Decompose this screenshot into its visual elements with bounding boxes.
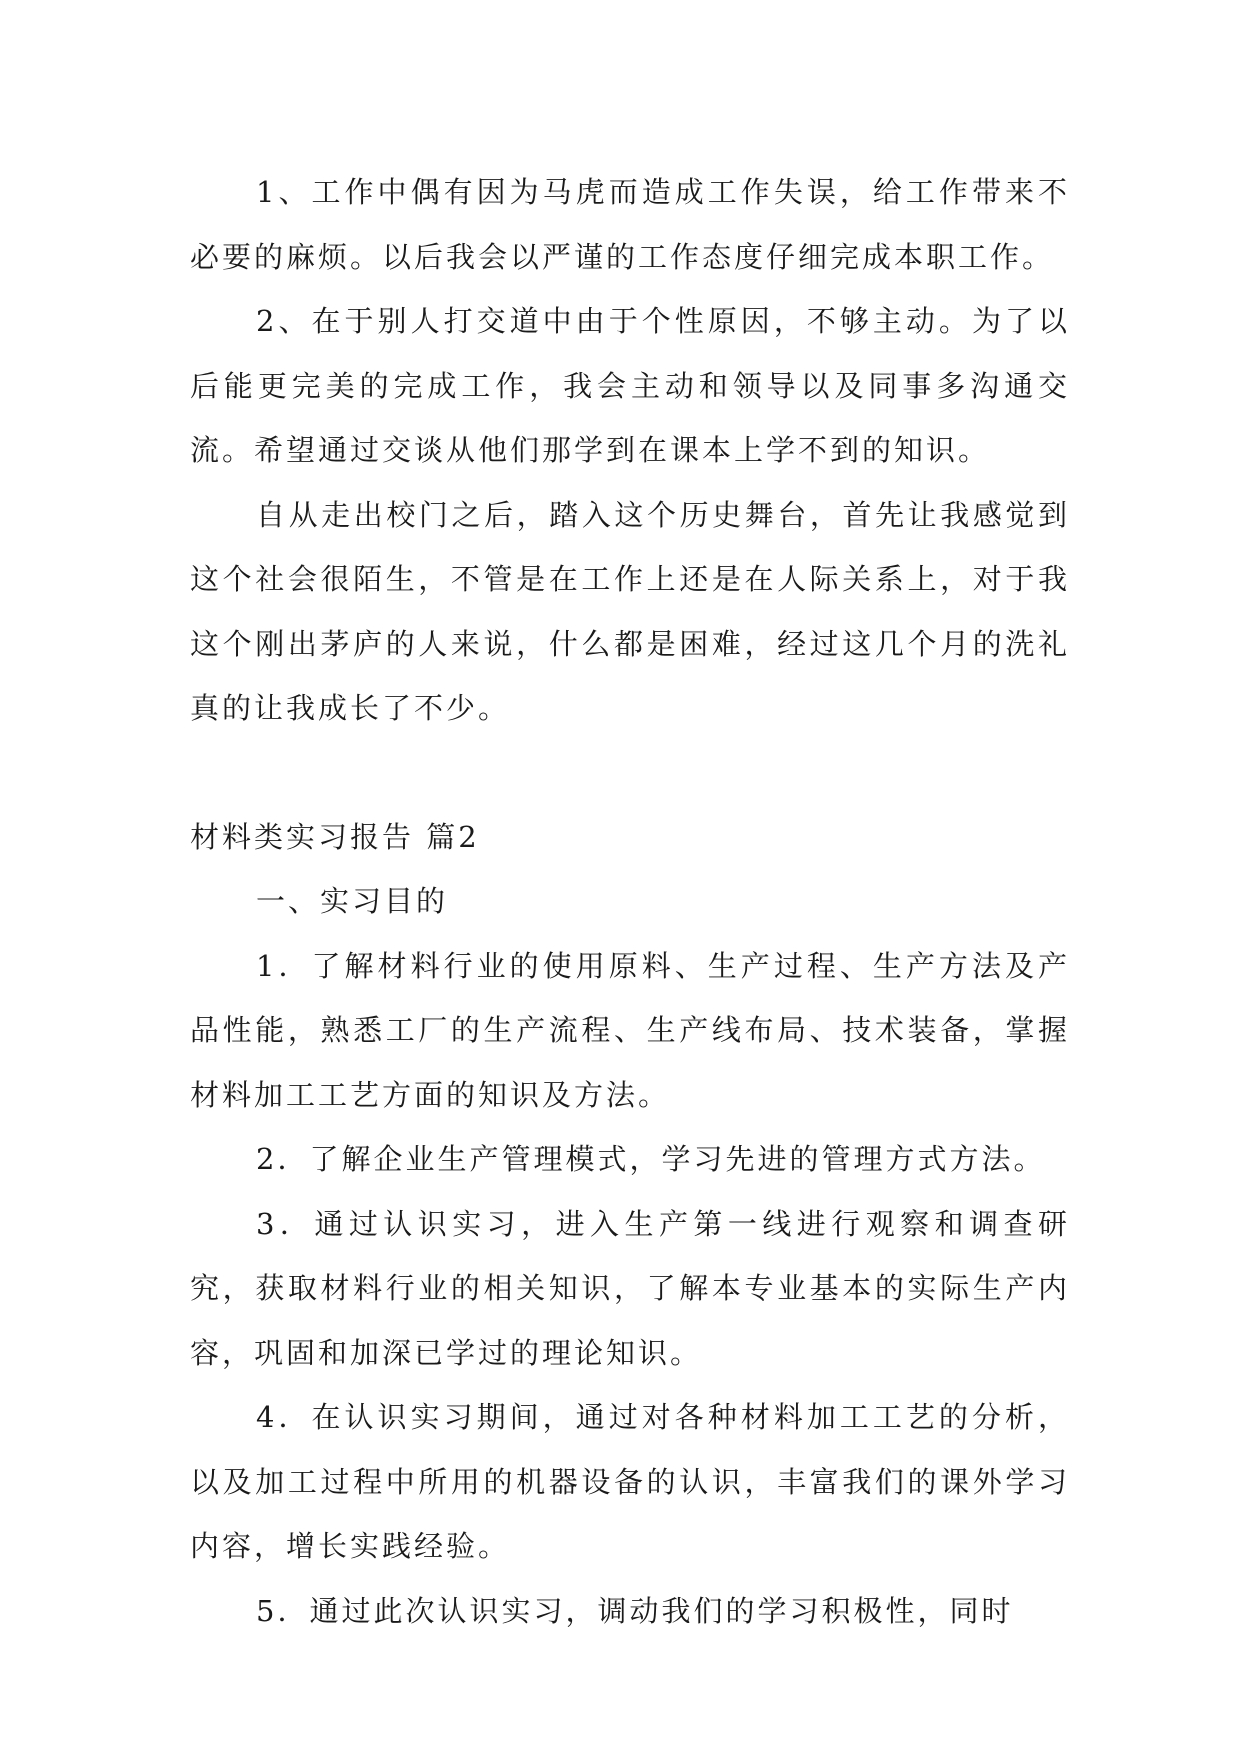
paragraph: 3．通过认识实习，进入生产第一线进行观察和调查研究，获取材料行业的相关知识，了解本专业基本的实际生产内容，巩固和加深已学过的理论知识。	[190, 1206, 1070, 1370]
paragraph: 1、工作中偶有因为马虎而造成工作失误，给工作带来不必要的麻烦。以后我会以严谨的工作态度仔细完成本职工作。	[190, 175, 1070, 274]
document-body	[190, 160, 1070, 1643]
paragraph: 2、在于别人打交道中由于个性原因，不够主动。为了以后能更完美的完成工作，我会主动和领导以及同事多沟通交流。希望通过交谈从他们那学到在课本上学不到的知识。	[190, 304, 1070, 467]
paragraph: 自从走出校门之后，踏入这个历史舞台，首先让我感觉到这个社会很陌生，不管是在工作上还是在人际关系上，对于我这个刚出茅庐的人来说，什么都是困难，经过这几个月的洗礼真的让我成长了不少。	[190, 497, 1070, 725]
section-heading: 材料类实习报告 篇2	[190, 819, 480, 854]
paragraph: 2．了解企业生产管理模式，学习先进的管理方式方法。	[256, 1142, 1046, 1176]
subsection-heading: 一、实习目的	[256, 884, 449, 918]
paragraph: 5．通过此次认识实习，调动我们的学习积极性，同时	[256, 1593, 1014, 1628]
paragraph: 1．了解材料行业的使用原料、生产过程、生产方法及产品性能，熟悉工厂的生产流程、生产线布局、技术装备，掌握材料加工工艺方面的知识及方法。	[190, 948, 1070, 1112]
paragraph: 4．在认识实习期间，通过对各种材料加工工艺的分析，以及加工过程中所用的机器设备的认识，丰富我们的课外学习内容，增长实践经验。	[190, 1400, 1070, 1563]
